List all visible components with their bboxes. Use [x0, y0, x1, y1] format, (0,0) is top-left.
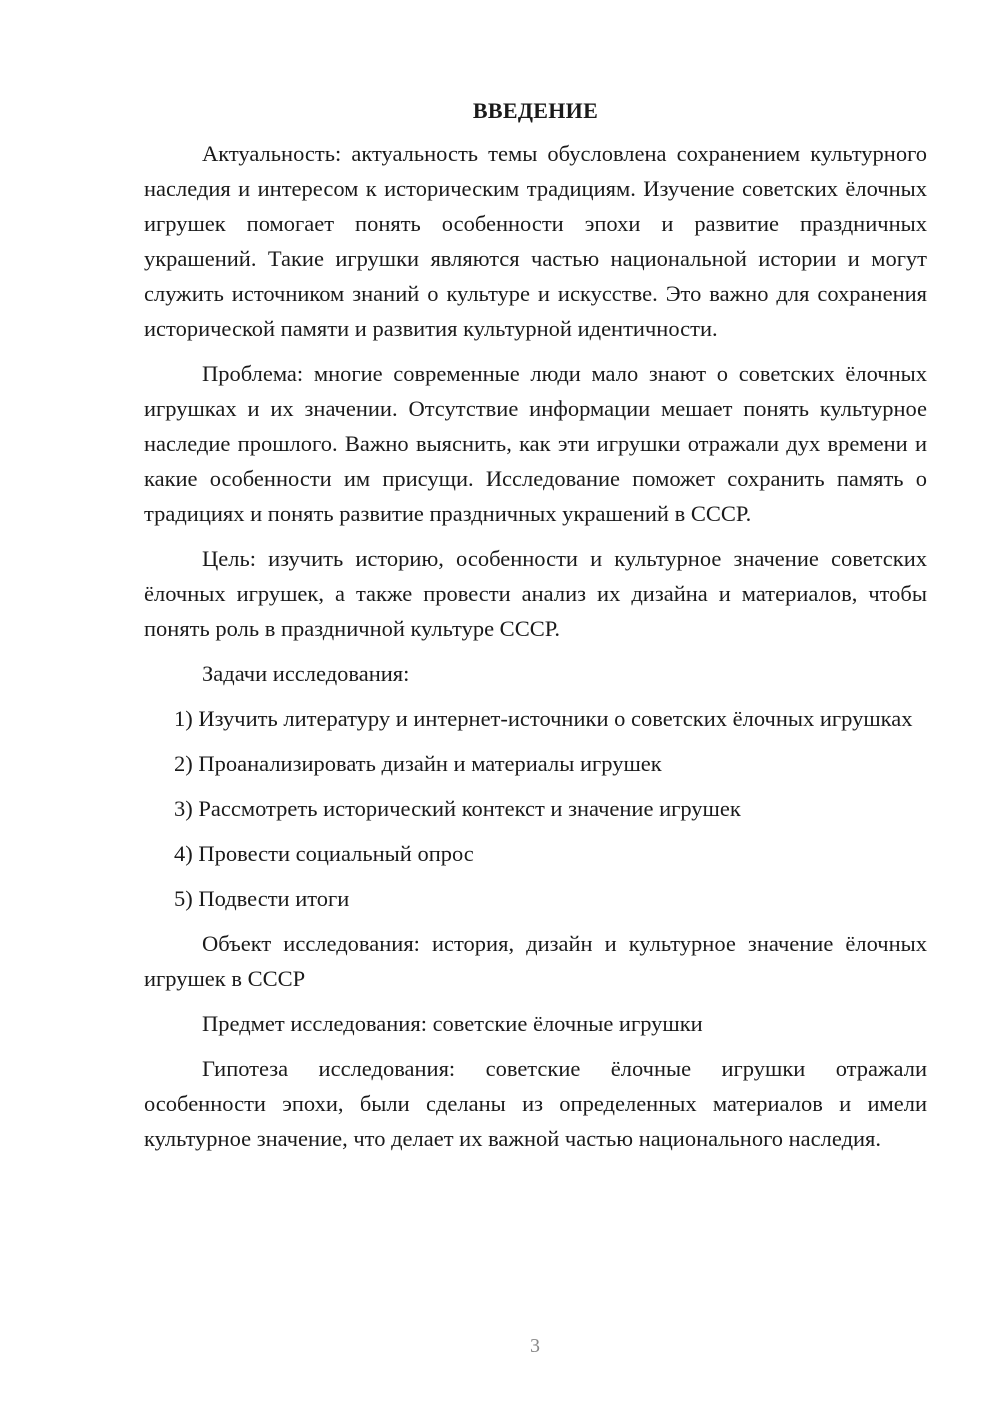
document-page — [144, 96, 927, 1166]
page-number: 3 — [530, 1335, 540, 1357]
list-item: 2) Проанализировать дизайн и материалы игрушек — [174, 751, 662, 776]
relevance-paragraph: Актуальность: актуальность темы обусловлена сохранением культурного наследия и интересом к историческим традициям. Изучение советских ёлочных игрушек помогает понять особенности эпохи и развитие праздничных украшений. Такие игрушки являются частью национальной истории и могут служить источником знаний о культуре и искусстве. Это важно для сохранения исторической памяти и развития культурной идентичности. — [144, 141, 927, 341]
list-item: 5) Подвести итоги — [174, 886, 350, 911]
page-title: ВВЕДЕНИЕ — [472, 98, 599, 123]
tasks-title: Задачи исследования: — [202, 661, 410, 686]
list-item: 1) Изучить литературу и интернет-источники о советских ёлочных игрушках — [174, 706, 913, 731]
object-paragraph: Объект исследования: история, дизайн и культурное значение ёлочных игрушек в СССР — [144, 931, 927, 991]
goal-paragraph: Цель: изучить историю, особенности и культурное значение советских ёлочных игрушек, а также провести анализ их дизайна и материалов, чтобы понять роль в праздничной культуре СССР. — [144, 546, 927, 641]
tasks-list — [144, 701, 927, 916]
problem-paragraph: Проблема: многие современные люди мало знают о советских ёлочных игрушках и их значении. Отсутствие информации мешает понять культурное наследие прошлого. Важно выяснить, как эти игрушки отражали дух времени и какие особенности им присущи. Исследование поможет сохранить память о традициях и понять развитие праздничных украшений в СССР. — [144, 361, 927, 526]
list-item: 3) Рассмотреть исторический контекст и значение игрушек — [174, 796, 741, 821]
list-item: 4) Провести социальный опрос — [174, 841, 474, 866]
subject-paragraph: Предмет исследования: советские ёлочные игрушки — [202, 1011, 703, 1036]
hypothesis-paragraph: Гипотеза исследования: советские ёлочные игрушки отражали особенности эпохи, были сделаны из определенных материалов и имели культурное значение, что делает их важной частью национального наследия. — [144, 1056, 927, 1151]
